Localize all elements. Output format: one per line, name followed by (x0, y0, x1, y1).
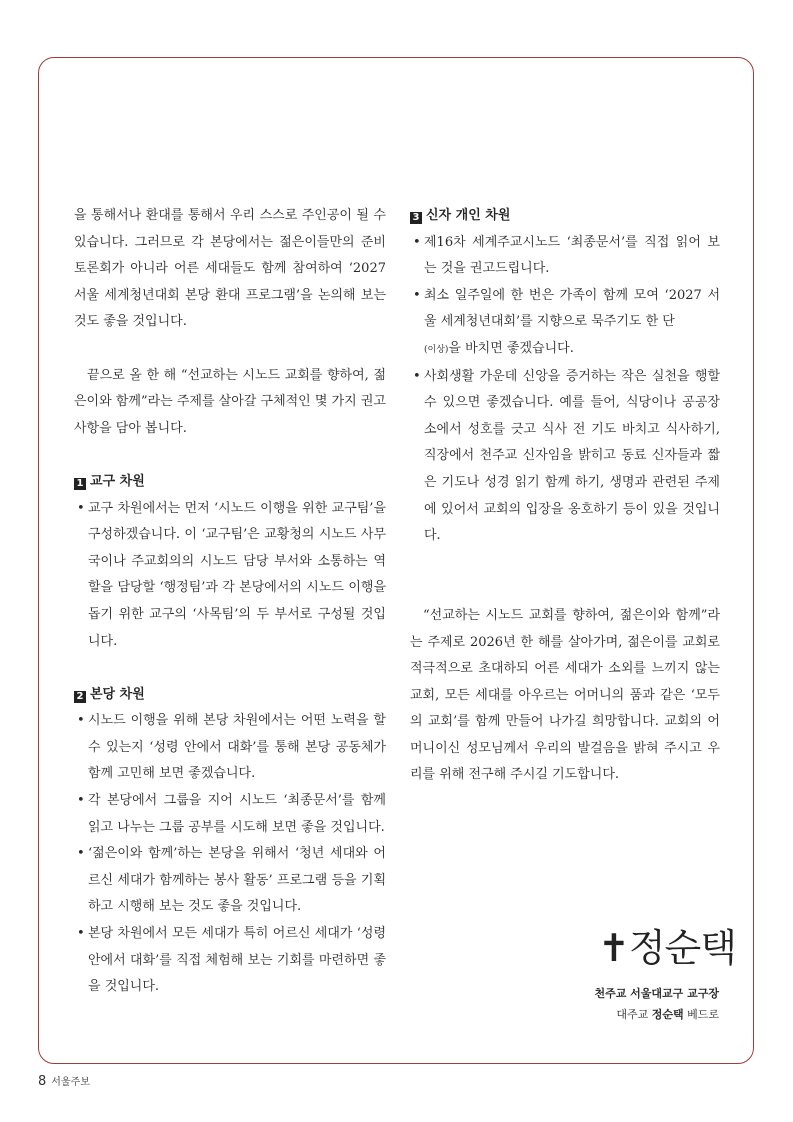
list-item-text: 최소 일주일에 한 번은 가족이 함께 모여 ‘2027 서울 세계청년대회’를 지향으로 묵주기도 한 단 (424, 287, 720, 330)
section-diocese-heading (74, 469, 386, 496)
publication-name: 서울주보 (51, 1077, 90, 1088)
list-item: • 각 본당에서 그룹을 지어 시노드 ‘최종문서’를 함께 읽고 나누는 그룹 공부를 시도해 보면 좋을 것입니다. (74, 788, 386, 841)
list-item: • 제16차 세계주교시노드 ‘최종문서’를 직접 읽어 보는 것을 권고드립니다. (410, 230, 720, 283)
signature-title: 천주교 서울대교구 교구장 (594, 987, 719, 1000)
list-item: • ‘젊은이와 함께’하는 본당을 위해서 ‘청년 세대와 어르신 세대가 함께하는 봉사 활동’ 프로그램 등을 기획하고 시행해 보는 것도 좋을 것입니다. (74, 841, 386, 921)
recommendation-paragraph: 끝으로 올 한 해 “선교하는 시노드 교회를 향하여, 젊은이와 함께”라는 주제를 살아갈 구체적인 몇 가지 권고 사항을 담아 봅니다. (74, 367, 386, 436)
page-footer (38, 1073, 90, 1089)
left-column (74, 203, 386, 1001)
section-number-3: 3 (410, 212, 422, 224)
section-individual-list (410, 230, 720, 550)
section-diocese-title: 교구 차원 (90, 473, 145, 489)
right-column (410, 203, 720, 789)
signature-block (594, 983, 719, 1025)
closing-paragraph: “선교하는 시노드 교회를 향하여, 젊은이와 함께”라는 주제로 2026년 한 해를 살아가며, 젊은이를 교회로 적극적으로 초대하되 어른 세대가 소외를 느끼지 않는 교회, 모든 세대를 아우르는 어머니의 품과 같은 ‘모두의 교회’를 함께 만들어 나가길 희망합니다. 교회의 어머니이신 성모님께서 우리의 발걸음을 밝혀 주시고 우리를 위해 전구해 주시길 기도합니다. (410, 607, 720, 783)
section-parish-list (74, 708, 386, 1001)
section-number-2: 2 (74, 691, 86, 703)
section-diocese-list (74, 496, 386, 656)
section-parish-heading (74, 682, 386, 709)
section-individual-heading (410, 203, 720, 230)
section-parish-title: 본당 차원 (90, 686, 145, 702)
page-number: 8 (38, 1074, 47, 1089)
list-item (410, 283, 720, 364)
signature-name-line (594, 1004, 719, 1025)
list-item: • 본당 차원에서 모든 세대가 특히 어르신 세대가 ‘성령 안에서 대화’를 직접 체험해 보는 기회를 마련하면 좋을 것입니다. (74, 921, 386, 1001)
list-item-text: 을 바치면 좋겠습니다. (448, 340, 574, 356)
signature-rank: 대주교 (616, 1008, 652, 1021)
list-item: • 사회생활 가운데 신앙을 증거하는 작은 실천을 행할 수 있으면 좋겠습니다. 예를 들어, 식당이나 공공장소에서 성호를 긋고 식사 전 기도 바치고 식사하기, 직장에서 천주교 신자임을 밝히고 동료 신자들과 짧은 기도나 성경 읽기 함께 하기, 생명과 관련된 주제에 있어서 교회의 입장을 옹호하기 등이 있을 것입니다. (410, 364, 720, 550)
handwritten-signature: ✝정순택 (598, 926, 736, 970)
signature-name: 정순택 (651, 1008, 684, 1021)
intro-paragraph: 을 통해서나 환대를 통해서 우리 스스로 주인공이 될 수 있습니다. 그러므로 각 본당에서는 젊은이들만의 준비 토론회가 아니라 어른 세대들도 함께 참여하여 ‘2027 서울 세계청년대회 본당 환대 프로그램’을 논의해 보는 것도 좋을 것입니다. (74, 208, 386, 330)
list-item-note: (이상) (424, 344, 449, 355)
section-number-1: 1 (74, 478, 86, 490)
section-individual-title: 신자 개인 차원 (426, 208, 511, 223)
list-item: • 시노드 이행을 위해 본당 차원에서는 어떤 노력을 할 수 있는지 ‘성령 안에서 대화’를 통해 본당 공동체가 함께 고민해 보면 좋겠습니다. (74, 708, 386, 788)
signature-baptismal-name: 베드로 (683, 1008, 719, 1021)
list-item: • 교구 차원에서는 먼저 ‘시노드 이행을 위한 교구팀’을 구성하겠습니다. 이 ‘교구팀’은 교황청의 시노드 사무국이나 주교회의의 시노드 담당 부서와 소통하는 역할을 담당할 ‘행정팀’과 각 본당에서의 시노드 이행을 돕기 위한 교구의 ‘사목팀’의 두 부서로 구성될 것입니다. (74, 496, 386, 656)
